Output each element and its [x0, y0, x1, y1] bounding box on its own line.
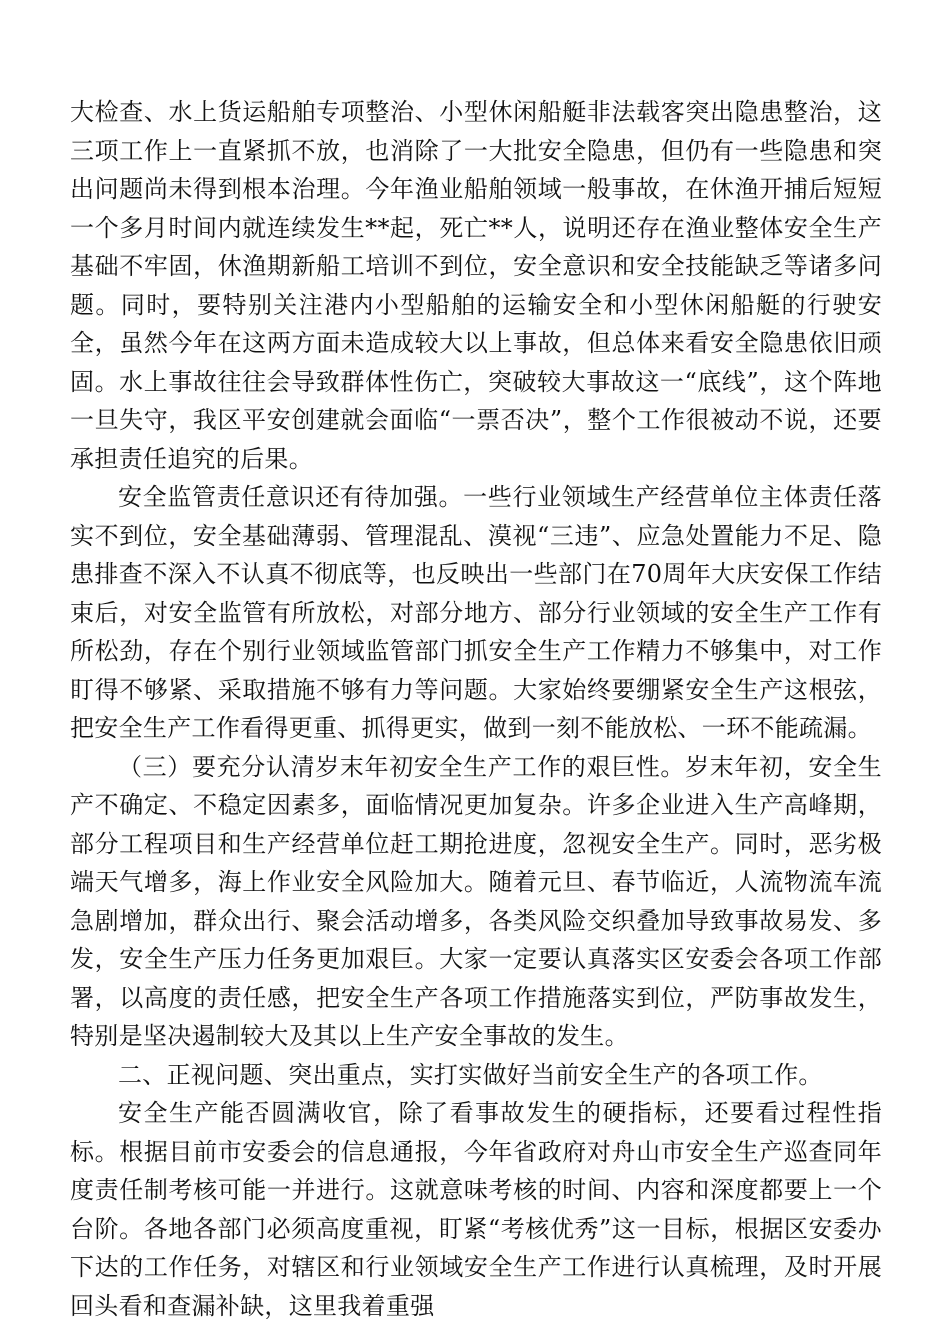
paragraph-supervision-responsibility: 安全监管责任意识还有待加强。一些行业领域生产经营单位主体责任落实不到位，安全基础薄弱、管理混乱、漠视“三违”、应急处置能力不足、隐患排查不深入不认真不彻底等，也反映出一些部门在70周年大庆安保工作结束后，对安全监管有所放松，对部分地方、部分行业领域的安全生产工作有所松劲，存在个别行业领域监管部门抓安全生产工作精力不够集中，对工作盯得不够紧、采取措施不够有力等问题。大家始终要绷紧安全生产这根弦，把安全生产工作看得更重、抓得更实，做到一刻不能放松、一环不能疏漏。 [70, 483, 882, 742]
paragraph-section-three: （三）要充分认清岁末年初安全生产工作的艰巨性。岁末年初，安全生产不确定、不稳定因素多，面临情况更加复杂。许多企业进入生产高峰期，部分工程项目和生产经营单位赶工期抢进度，忽视安全生产。同时，恶劣极端天气增多，海上作业安全风险加大。随着元旦、春节临近，人流物流车流急剧增加，群众出行、聚会活动增多，各类风险交织叠加导致事故易发、多发，安全生产压力任务更加艰巨。大家一定要认真落实区安委会各项工作部署，以高度的责任感，把安全生产各项工作措施落实到位，严防事故发生，特别是坚决遏制较大及其以上生产安全事故的发生。 [70, 752, 882, 1050]
document-body [70, 93, 882, 1325]
paragraph-continued: 大检查、水上货运船舶专项整治、小型休闲船艇非法载客突出隐患整治，这三项工作上一直紧抓不放，也消除了一大批安全隐患，但仍有一些隐患和突出问题尚未得到根本治理。今年渔业船舶领域一般事故，在休渔开捕后短短一个多月时间内就连续发生**起，死亡**人，说明还存在渔业整体安全生产基础不牢固，休渔期新船工培训不到位，安全意识和安全技能缺乏等诸多问题。同时，要特别关注港内小型船舶的运输安全和小型休闲船艇的行驶安全，虽然今年在这两方面未造成较大以上事故，但总体来看安全隐患依旧顽固。水上事故往往会导致群体性伤亡，突破较大事故这一“底线”，这个阵地一旦失守，我区平安创建就会面临“一票否决”，整个工作很被动不说，还要承担责任追究的后果。 [70, 98, 882, 473]
paragraph-assessment: 安全生产能否圆满收官，除了看事故发生的硬指标，还要看过程性指标。根据目前市安委会的信息通报，今年省政府对舟山市安全生产巡查同年度责任制考核可能一并进行。这就意味考核的时间、内容和深度都要上一个台阶。各地各部门必须高度重视，盯紧“考核优秀”这一目标，根据区安委办下达的工作任务，对辖区和行业领域安全生产工作进行认真梳理，及时开展回头看和查漏补缺，这里我着重强 [70, 1099, 882, 1320]
section-heading-two: 二、正视问题、突出重点，实打实做好当前安全生产的各项工作。 [118, 1060, 823, 1089]
